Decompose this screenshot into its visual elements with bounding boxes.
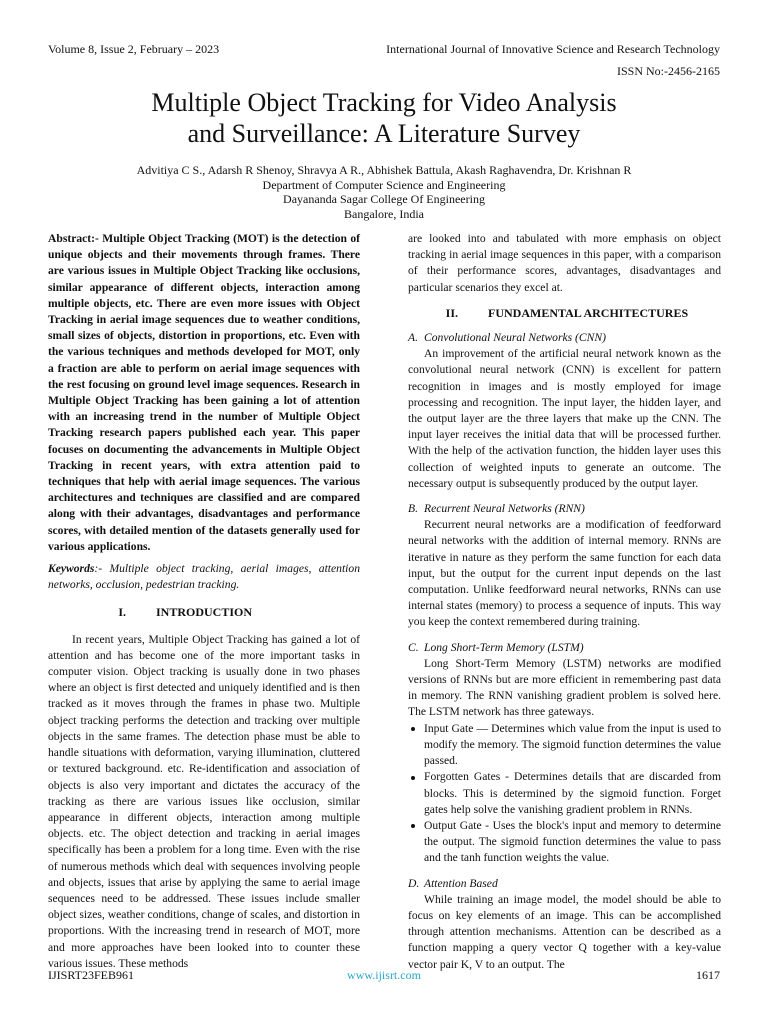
section-title: INTRODUCTION [156, 605, 253, 620]
abstract-text: Multiple Object Tracking (MOT) is the detection of unique objects and their movements through frames. There are various issues in Multiple Object Tracking like occlusions, similar appearance of different objects, interaction among multiple objects, etc. There are even more issues with Object Tracking in aerial image sequences due to weather conditions, small sizes of objects, distortion in proportions, etc. Even with the various techniques and methods developed for MOT, only a fraction are able to perform on aerial image sequences with the rest focusing on ground level image sequences. Research in Multiple Object Tracking has been gaining a lot of attention with an increasing trend in the number of Multiple Object Tracking research papers published each year. This paper focuses on documenting the advancements in Multiple Object Tracking in recent years, with extra attention paid to techniques that help with aerial image sequences. The various architectures and techniques are classified and are compared along with their advantages, disadvantages and performance scores, with detailed mention of the datasets generally used for various applications. [48, 232, 360, 553]
keywords [48, 561, 360, 593]
header-issn: ISSN No:-2456-2165 [616, 64, 720, 78]
left-column [48, 231, 360, 972]
introduction-continuation: are looked into and tabulated with more emphasis on object tracking in aerial image sequences in this paper, with a comparison of their performance scores, advantages, disadvantages and particular scenarios they excel at. [408, 232, 721, 294]
section-number: II. [445, 305, 458, 320]
section-heading-introduction [48, 604, 360, 620]
title-line-2: and Surveillance: A Literature Survey [187, 119, 581, 148]
right-column [408, 231, 721, 973]
title-line-1: Multiple Object Tracking for Video Analysis [151, 88, 617, 117]
section-number: I. [118, 605, 126, 620]
lstm-gates-list [408, 721, 721, 867]
author-block [48, 163, 720, 221]
section-heading-fundamental-architectures [408, 305, 721, 321]
subsection-heading-rnn: B. Recurrent Neural Networks (RNN) [408, 502, 585, 516]
attention-paragraph: While training an image model, the model should be able to focus on key elements of an image. This can be accomplished through attention mechanisms. Attention can be described as a function mapping a query vector Q together with a key-value vector pair K, V to an output. The [408, 892, 721, 971]
footer-page-number: 1617 [696, 968, 720, 982]
footer-paper-id: IJISRT23FEB961 [48, 968, 134, 982]
list-item-forget-gate: Forgotten Gates - Determines details that are discarded from blocks. This is determined by the sigmoid function. Forget gates help solve the vanishing gradient problem in RNNs. [408, 769, 721, 818]
list-item-input-gate: Input Gate — Determines which value from the input is used to modify the memory. The sigmoid function determines the value passed. [408, 721, 721, 770]
keywords-text: Multiple object tracking, aerial images, attention networks, occlusion, pedestrian tracking. [48, 562, 360, 592]
author-department: Department of Computer Science and Engineering [262, 177, 506, 192]
header-volume: Volume 8, Issue 2, February – 2023 [48, 42, 220, 56]
introduction-paragraph: In recent years, Multiple Object Tracking has gained a lot of attention and has become one of the more important tasks in computer vision. Object tracking is usually done in two phases where an object is first detected and uniquely identified and is then tracked as it moves through the frames in phase two. Multiple object tracking performs the detection and tracking over multiple objects in the same frames. The detection phase must be able to handle situations with deformation, varying illumination, cluttered or textured background. etc. Re-identification and association of objects is also very important and dictates the accuracy of the tracking as there are various issues like occlusion, similar appearance in different objects, interaction among multiple objects. etc. The object detection and tracking in aerial images specifically has been a problem for a long time. Even with the rise of numerous methods which deal with sequences involving people and objects, issues that arise by applying the same to aerial image sequences need to be addressed. These issues include smaller object sizes, weather conditions, change of scales, and distortion in proportions. With the increasing trend in research of MOT, more and more approaches have been looked into to counter these various issues. These methods [48, 632, 360, 970]
subsection-heading-attention: D. Attention Based [408, 876, 498, 890]
website-link[interactable]: www.ijisrt.com [347, 968, 421, 982]
subsection-heading-cnn: A. Convolutional Neural Networks (CNN) [408, 331, 606, 345]
paper-title [48, 87, 720, 149]
abstract [48, 231, 360, 555]
author-college: Dayananda Sagar College Of Engineering [283, 192, 485, 206]
cnn-paragraph: An improvement of the artificial neural network known as the convolutional neural network (CNN) is excellent for pattern recognition in images and is mostly employed for image processing and recognition. The input layer, the hidden layer, and the output layer are the three layers that make up the CNN. The input layer receives the initial data that will be processed further. With the help of the activation function, the hidden layer uses this collection of weighted inputs to generate an outcome. The necessary output is subsequently produced by the output layer. [408, 347, 721, 490]
header-journal-name: International Journal of Innovative Science and Research Technology [386, 42, 720, 56]
subsection-heading-lstm: C. Long Short-Term Memory (LSTM) [408, 640, 584, 654]
list-item-output-gate: Output Gate - Uses the block's input and memory to determine the output. The sigmoid function determines the value to pass and the tanh function weights the value. [408, 818, 721, 867]
rnn-paragraph: Recurrent neural networks are a modification of feedforward neural networks with the addition of internal memory. RNNs are iterative in nature as they perform the same function for each data input, but the output for the current input depends on the last computation. Unlike feedforward neural networks, RNNs can use internal states (memory) to process a sequence of inputs. This way you keep the context remembered during training. [408, 518, 721, 629]
keywords-separator: :- [94, 562, 103, 576]
section-title: FUNDAMENTAL ARCHITECTURES [488, 305, 689, 320]
keywords-label: Keywords [48, 562, 95, 576]
footer-website [0, 968, 768, 983]
author-location: Bangalore, India [344, 206, 424, 221]
author-list: Advitiya C S., Adarsh R Shenoy, Shravya A R., Abhishek Battula, Akash Raghavendra, Dr. Krishnan R [136, 163, 632, 177]
lstm-paragraph: Long Short-Term Memory (LSTM) networks are modified versions of RNNs but are more efficient in remembering past data in memory. The RNN vanishing gradient problem is solved here. The LSTM network has three gateways. [408, 656, 721, 719]
abstract-label: Abstract:- [48, 232, 99, 245]
